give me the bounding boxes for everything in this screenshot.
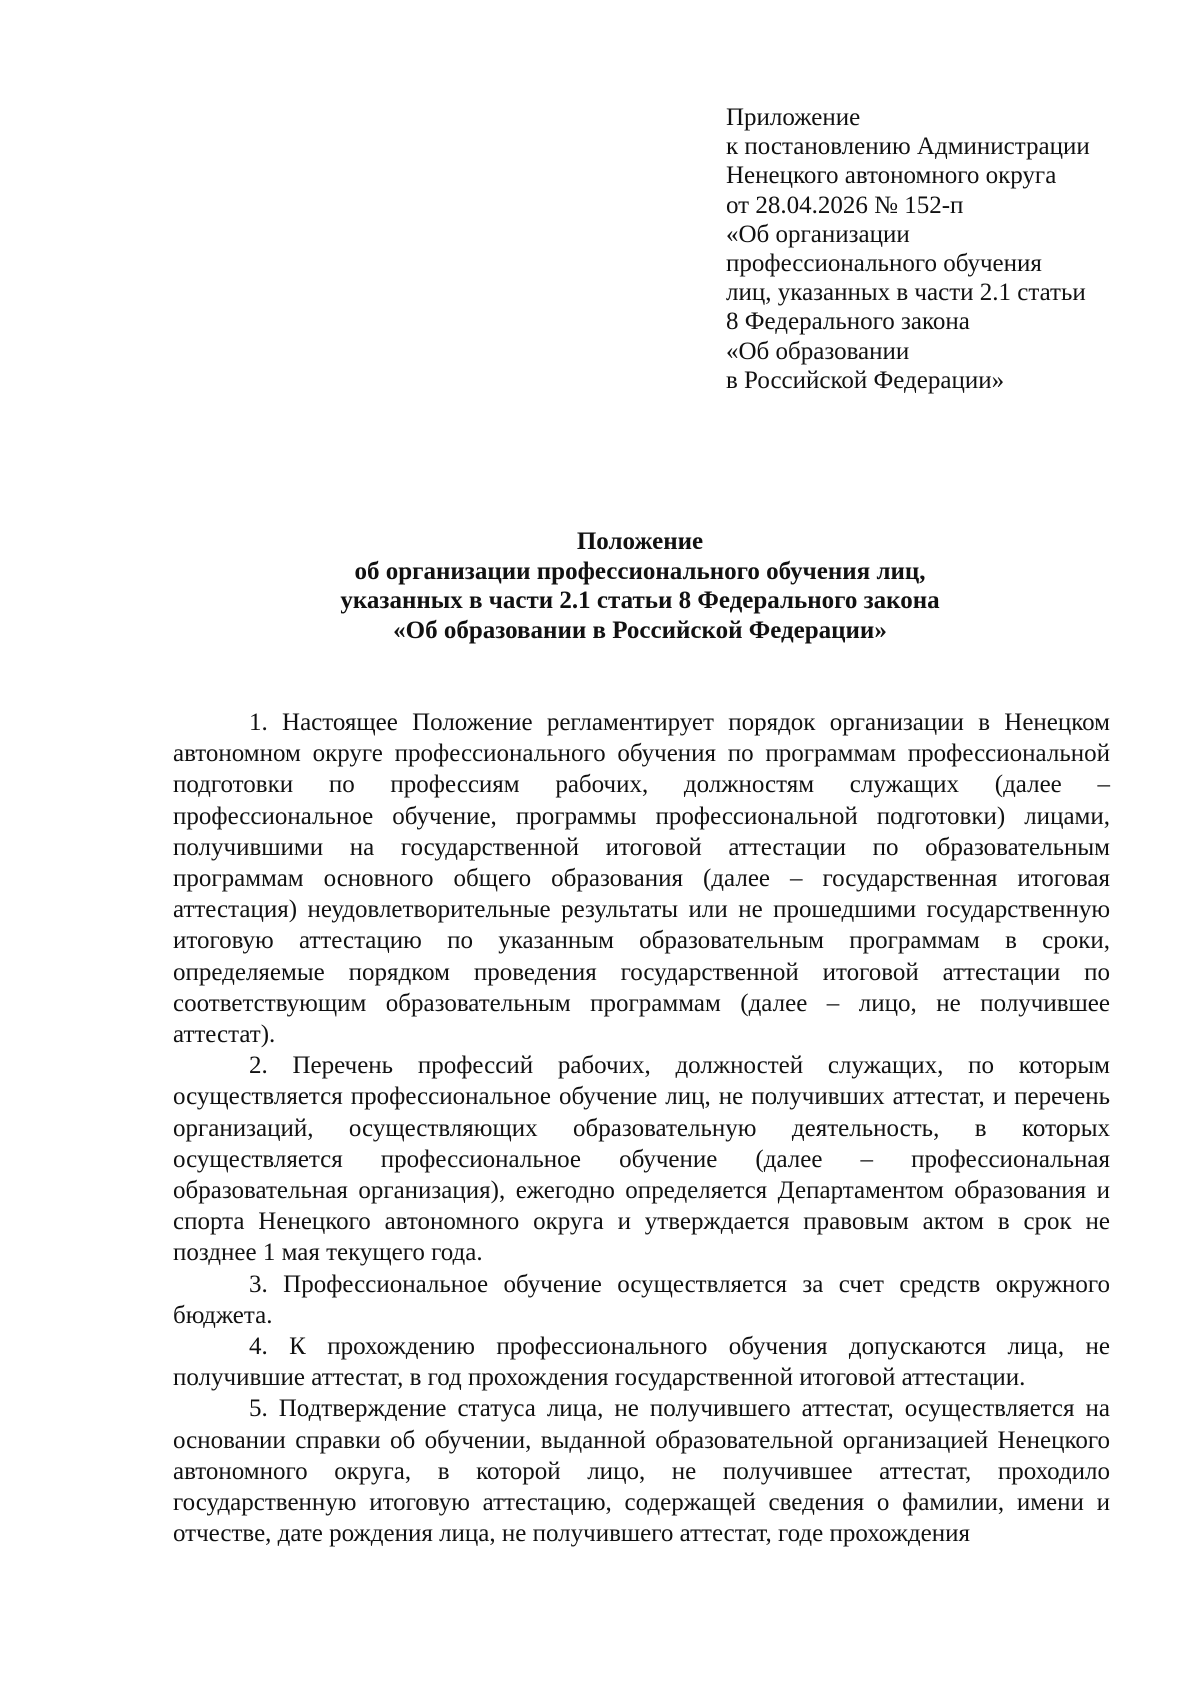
appendix-line: лиц, указанных в части 2.1 статьи — [726, 279, 1086, 307]
paragraph-2: 2. Перечень профессий рабочих, должностей служащих, по которым осуществляется профессиональное обучение лиц, не получивших аттестат, и перечень организаций, осуществляющих образовательную деятельность, в которых осуществляется профессиональное обучение (далее – профессиональная образовательная организация), ежегодно определяется Департаментом образования и спорта Ненецкого автономного округа и утверждается правовым актом в срок не позднее 1 мая текущего года. — [173, 1052, 1110, 1267]
title-line: указанных в части 2.1 статьи 8 Федерального закона — [340, 587, 940, 614]
appendix-line: от 28.04.2026 № 152-п — [726, 191, 964, 219]
title-line: об организации профессионального обучения лиц, — [354, 557, 926, 585]
appendix-line: «Об образовании — [726, 337, 910, 365]
appendix-line: «Об организации — [726, 220, 910, 248]
appendix-line: Приложение — [726, 104, 861, 131]
paragraph-3: 3. Профессиональное обучение осуществляется за счет средств окружного бюджета. — [173, 1270, 1110, 1329]
appendix-line: Ненецкого автономного округа — [726, 162, 1057, 190]
paragraph-1: 1. Настоящее Положение регламентирует порядок организации в Ненецком автономном округе профессионального обучения по программам профессиональной подготовки по профессиям рабочих, должностям служащих (далее – профессиональное обучение, программы профессиональной подготовки) лицами, получившими на государственной итоговой аттестации по образовательным программам основного общего образования (далее – государственная итоговая аттестация) неудовлетворительные результаты или не прошедшими государственную итоговую аттестацию по указанным образовательным программам в сроки, определяемые порядком проведения государственной итоговой аттестации по соответствующим образовательным программам (далее – лицо, не получившее аттестат). — [173, 709, 1110, 1049]
document-body — [173, 707, 1110, 1549]
appendix-line: 8 Федерального закона — [726, 308, 970, 336]
title-line: Положение — [576, 528, 704, 555]
paragraph-4: 4. К прохождению профессионального обучения допускаются лица, не получившие аттестат, в год прохождения государственной итоговой аттестации. — [173, 1333, 1110, 1392]
title-line: «Об образовании в Российской Федерации» — [393, 616, 887, 644]
appendix-block — [726, 103, 1146, 395]
appendix-line: к постановлению Администрации — [726, 133, 1090, 161]
appendix-line: в Российской Федерации» — [726, 366, 1005, 394]
paragraph-5: 5. Подтверждение статуса лица, не получившего аттестат, осуществляется на основании справки об обучении, выданной образовательной организацией Ненецкого автономного округа, в которой лицо, не получившее аттестат, проходило государственную итоговую аттестацию, содержащей сведения о фамилии, имени и отчестве, дате рождения лица, не получившего аттестат, годе прохождения — [173, 1395, 1110, 1548]
appendix-line: профессионального обучения — [726, 250, 1042, 278]
document-title — [170, 527, 1110, 645]
